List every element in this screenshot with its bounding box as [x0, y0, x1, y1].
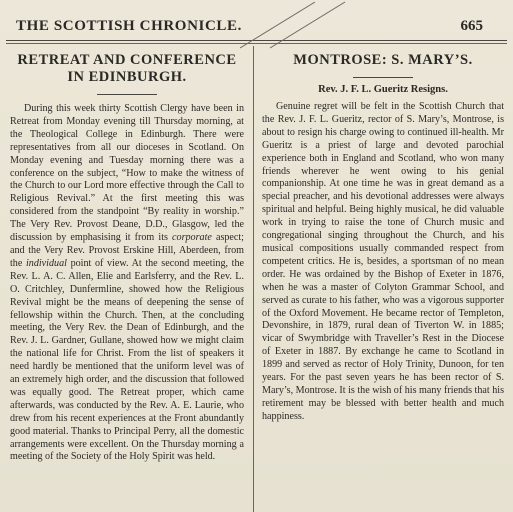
left-body-part1: During this week thirty Scottish Clergy have been in Retreat from Monday evening till Thursday morning, at the Theological College in Edinburgh. There were representatives from all our dioceses in Scotland. On Monday evening and Tuesday morning there was a conference on the subject, “How to make the witness of the Church to our Lord more effective through the Call to Religious Revival.” At the first meeting this was considered from the standpoint “By reality in worship.” The Very Rev. Provost Deane, D.D., Glasgow, led the discussion by emphasising it from its: [10, 103, 244, 244]
left-headline: [10, 52, 244, 86]
right-subhead: Rev. J. F. L. Gueritz Resigns.: [318, 84, 448, 95]
emphasis-corporate: corporate: [172, 232, 212, 244]
left-article-body: [10, 103, 244, 464]
diagonal-crease-marks: [230, 0, 350, 50]
left-headline-line2: IN EDINBURGH.: [67, 69, 187, 85]
right-headline: MONTROSE: S. MARY’S.: [293, 52, 473, 68]
column-divider: [253, 46, 254, 512]
left-column: [10, 50, 244, 510]
headline-rule-left: [97, 94, 157, 95]
emphasis-individual: individual: [25, 257, 67, 269]
page-number: 665: [460, 18, 483, 34]
right-article-body: Genuine regret will be felt in the Scottish Church that the Rev. J. F. L. Gueritz, rector of S. Mary’s, Montrose, is about to resign his charge owing to continued ill-health. Mr Gueritz is a priest of large and devoted parochial experience both in England and Scotland, who won many friends wherever he went owing to his genial companionship. At one time he was in great demand as a special preacher, and his devotional addresses were always spiritual and helpful. Being highly musical, he did valuable work in trying to raise the tone of Church music and congregational singing throughout the Church, and his musical compositions usually commanded respect from competent critics. He is, besides, a sportsman of no mean order. He was ordained by the Bishop of Exeter in 1876, when he was a master of Colyton Grammar School, and served as curate to his father, who was a vigorous supporter of the Oxford Movement. He became rector of Templeton, Devonshire, in 1879, rural dean of Tiverton W. in 1885; vicar of Swymbridge with Traveller’s Rest in the Diocese of Exeter in 1887. By exchange he came to Scotland in 1899 and served as rector of Holy Trinity, Dunoon, for ten years. For the past seven years he has been rector of S. Mary’s, Montrose. It is the wish of his many friends that his retirement may be blessed with better health and much happiness.: [262, 101, 504, 422]
left-body-part2: aspect; and the Very Rev. Provost Erskine Hill, Aberdeen, from the: [10, 232, 244, 269]
journal-title: THE SCOTTISH CHRONICLE.: [16, 18, 242, 34]
left-body-part3: point of view. At the second meeting, the Rev. L. A. C. Allen, Elie and Earlsferry, and the Rev. L. O. Critchley, Dunfermline, showed how the Religious Revival might be the means of deepening the sense of fellowship within the Church. Then, at the concluding meeting, the Very Rev. the Dean of Edinburgh, and the Rev. J. L. Gardner, Gullane, showed how we might claim the national life for Christ. From the list of speakers it need hardly be mentioned that the uniform level was of an extremely high order, and the discussion that followed was equally good. The Retreat proper, which came afterwards, was conducted by the Rev. A. E. Laurie, who drew from his recent experiences at the Front abundantly good material. Thanks to Principal Perry, all the domestic arrangements were excellent. On the Thursday morning a meeting of the Society of the Holy Spirit was held.: [10, 257, 244, 463]
headline-rule-right: [353, 77, 413, 78]
left-headline-line1: RETREAT AND CONFERENCE: [17, 52, 237, 68]
right-column: [262, 50, 504, 510]
